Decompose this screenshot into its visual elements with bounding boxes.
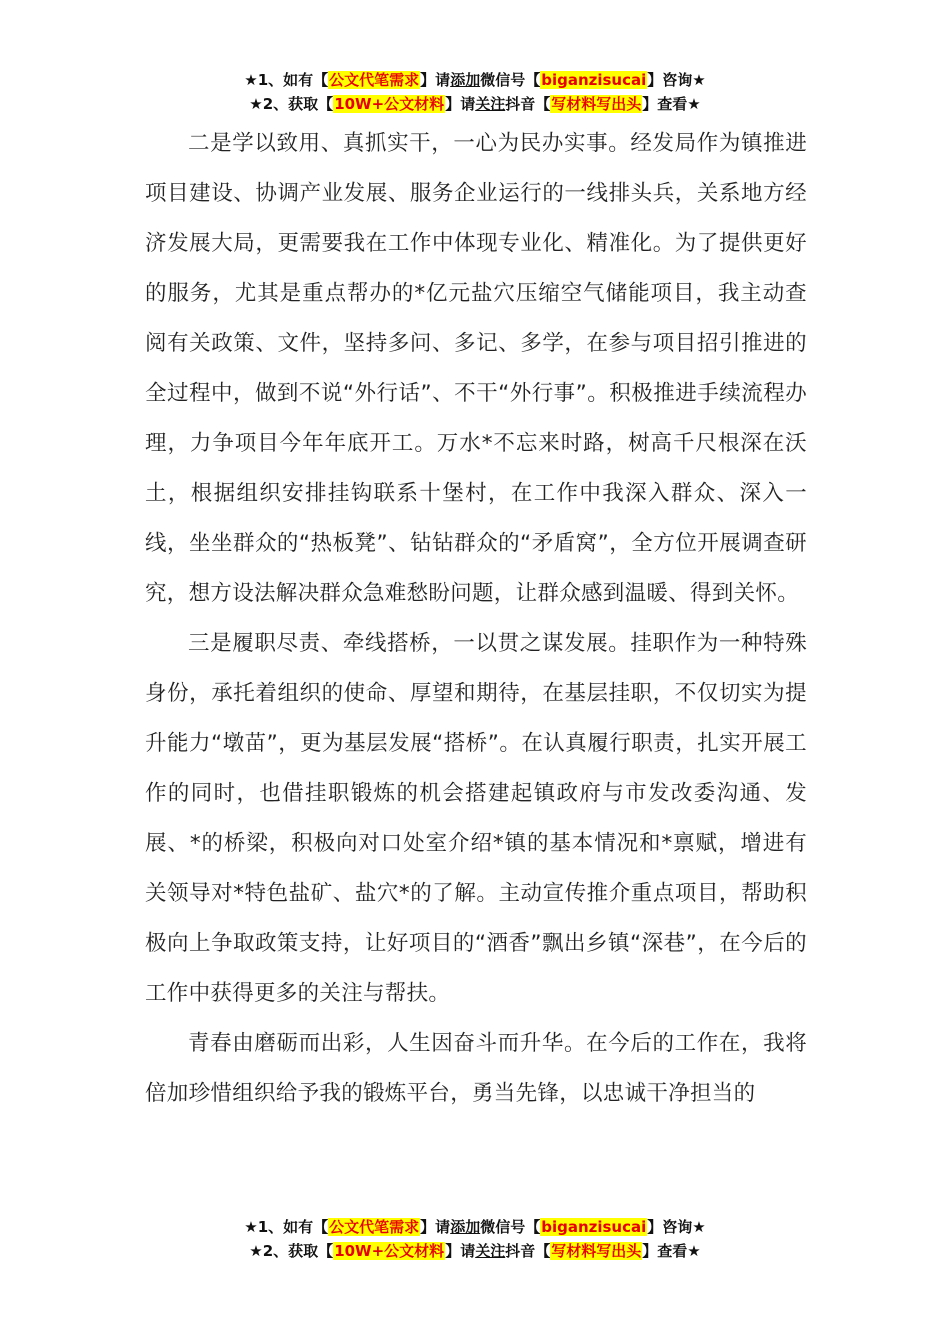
document-body xyxy=(145,119,807,1119)
banner-text: 】请 xyxy=(445,1242,476,1260)
banner-text: 抖音【 xyxy=(505,1242,551,1260)
banner-text: ★1、如有【 xyxy=(244,71,329,89)
banner-line-2 xyxy=(0,1239,950,1263)
paragraph-3: 三是履职尽责、牵线搭桥，一以贯之谋发展。挂职作为一种特殊身份，承托着组织的使命、厚望和期待，在基层挂职，不仅切实为提升能力“墩苗”，更为基层发展“搭桥”。在认真履行职责，扎实开展工作的同时，也借挂职锻炼的机会搭建起镇政府与市发改委沟通、发展、*的桥梁，积极向对口处室介绍*镇的基本情况和*禀赋，增进有关领导对*特色盐矿、盐穴*的了解。主动宣传推介重点项目，帮助积极向上争取政策支持，让好项目的“酒香”飘出乡镇“深巷”，在今后的工作中获得更多的关注与帮扶。 xyxy=(145,631,807,1006)
footer-banner xyxy=(0,1215,950,1263)
banner-text: 】咨询★ xyxy=(647,71,706,89)
banner-underlined-text: 关注 xyxy=(475,1242,506,1260)
paragraph-2: 二是学以致用、真抓实干，一心为民办实事。经发局作为镇推进项目建设、协调产业发展、服务企业运行的一线排头兵，关系地方经济发展大局，更需要我在工作中体现专业化、精准化。为了提供更好的服务，尤其是重点帮办的*亿元盐穴压缩空气储能项目，我主动查阅有关政策、文件，坚持多问、多记、多学，在参与项目招引推进的全过程中，做到不说“外行话”、不干“外行事”。积极推进手续流程办理，力争项目今年年底开工。万水*不忘来时路，树高千尺根深在沃土，根据组织安排挂钩联系十堡村，在工作中我深入群众、深入一线，坐坐群众的“热板凳”、钻钻群众的“矛盾窝”，全方位开展调查研究，想方设法解决群众急难愁盼问题，让群众感到温暖、得到关怀。 xyxy=(145,131,808,606)
banner-highlight: 10W+公文材料 xyxy=(334,95,445,113)
header-banner xyxy=(0,68,950,116)
banner-underlined-text: 添加 xyxy=(450,1218,481,1236)
banner-text: 】请 xyxy=(445,95,476,113)
banner-line-2 xyxy=(0,92,950,116)
banner-highlight: biganzisucai xyxy=(541,1218,647,1236)
banner-highlight: 写材料写出头 xyxy=(551,95,642,113)
banner-text: 】查看★ xyxy=(642,1242,701,1260)
banner-text: 】请 xyxy=(420,1218,451,1236)
banner-text: 】咨询★ xyxy=(647,1218,706,1236)
banner-text: 】请 xyxy=(420,71,451,89)
banner-highlight: 公文代笔需求 xyxy=(329,1218,420,1236)
banner-line-1 xyxy=(0,68,950,92)
banner-text: 微信号【 xyxy=(480,1218,541,1236)
banner-highlight: 写材料写出头 xyxy=(551,1242,642,1260)
banner-highlight: 公文代笔需求 xyxy=(329,71,420,89)
banner-highlight: biganzisucai xyxy=(541,71,647,89)
banner-text: ★1、如有【 xyxy=(244,1218,329,1236)
banner-line-1 xyxy=(0,1215,950,1239)
banner-text: ★2、获取【 xyxy=(249,1242,334,1260)
banner-text: 抖音【 xyxy=(505,95,551,113)
banner-text: ★2、获取【 xyxy=(249,95,334,113)
banner-underlined-text: 关注 xyxy=(475,95,506,113)
banner-highlight: 10W+公文材料 xyxy=(334,1242,445,1260)
paragraph-closing: 青春由磨砺而出彩，人生因奋斗而升华。在今后的工作在，我将倍加珍惜组织给予我的锻炼平台，勇当先锋，以忠诚干净担当的 xyxy=(145,1031,807,1106)
banner-underlined-text: 添加 xyxy=(450,71,481,89)
banner-text: 微信号【 xyxy=(480,71,541,89)
banner-text: 】查看★ xyxy=(642,95,701,113)
